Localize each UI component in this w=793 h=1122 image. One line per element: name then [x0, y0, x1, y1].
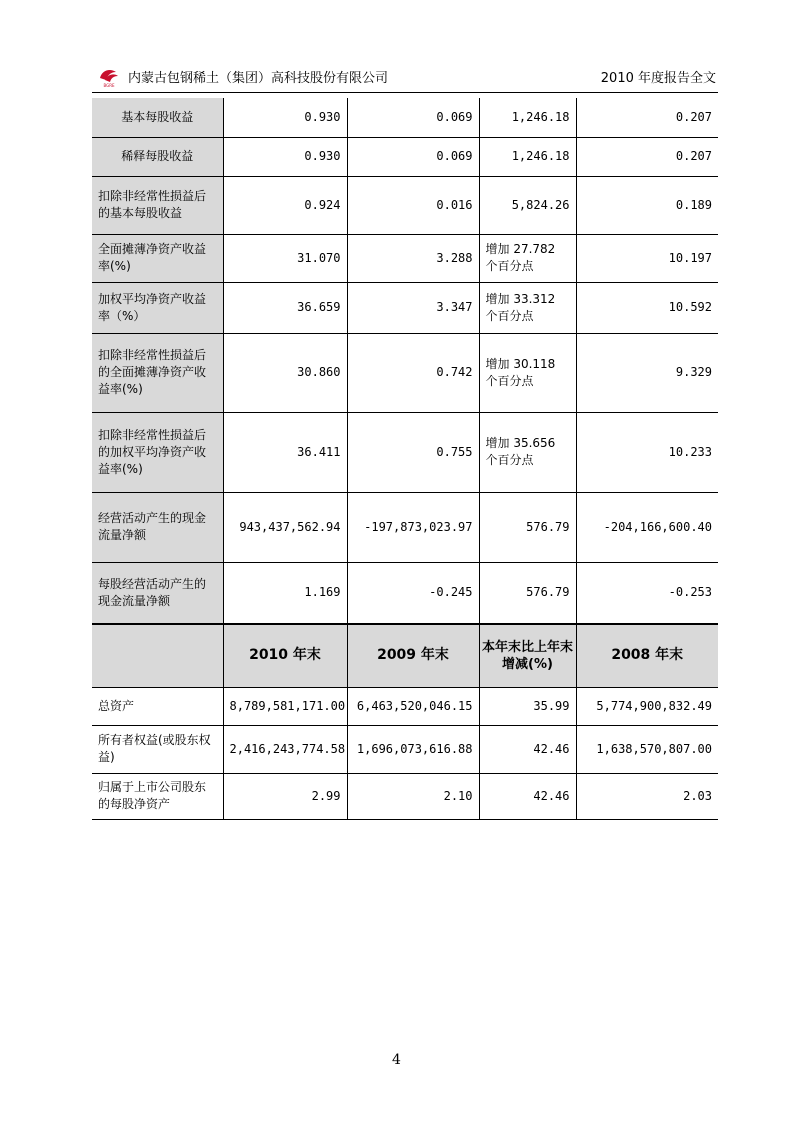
cell-2009: 0.069	[347, 137, 479, 176]
change-value: 增加 35.656	[485, 436, 556, 450]
cell-change: 5,824.26	[479, 176, 576, 234]
page-header	[92, 64, 718, 93]
cell-2010: 2.99	[223, 773, 347, 819]
cell-2008: 0.189	[576, 176, 718, 234]
change-unit: 个百分点	[485, 259, 534, 273]
cell-2010: 0.924	[223, 176, 347, 234]
cell-2008: 2.03	[576, 773, 718, 819]
table-row	[92, 137, 718, 176]
table-row	[92, 725, 718, 773]
cell-change: 1,246.18	[479, 137, 576, 176]
cell-change	[479, 333, 576, 412]
cell-change: 42.46	[479, 725, 576, 773]
change-unit: 个百分点	[485, 373, 534, 388]
cell-2008: -204,166,600.40	[576, 492, 718, 562]
header-change: 本年末比上年末增减(%)	[479, 624, 576, 687]
row-label: 加权平均净资产收益率（%）	[92, 282, 223, 333]
cell-2010: 0.930	[223, 137, 347, 176]
row-label: 总资产	[92, 687, 223, 725]
cell-change	[479, 412, 576, 492]
table-row	[92, 234, 718, 282]
row-label: 扣除非经常性损益后的加权平均净资产收益率(%)	[92, 412, 223, 492]
header-2009: 2009 年末	[347, 624, 479, 687]
table-row	[92, 176, 718, 234]
header-blank	[92, 624, 223, 687]
cell-2010: 30.860	[223, 333, 347, 412]
change-unit: 个百分点	[485, 308, 534, 323]
row-label: 经营活动产生的现金流量净额	[92, 492, 223, 562]
cell-2008: 0.207	[576, 137, 718, 176]
cell-2010: 2,416,243,774.58	[223, 725, 347, 773]
cell-2009: 1,696,073,616.88	[347, 725, 479, 773]
report-title: 2010 年度报告全文	[600, 71, 716, 86]
cell-2009: 6,463,520,046.15	[347, 687, 479, 725]
table-row	[92, 562, 718, 624]
cell-2010: 31.070	[223, 234, 347, 282]
cell-change	[479, 234, 576, 282]
row-label: 每股经营活动产生的现金流量净额	[92, 562, 223, 624]
row-label: 全面摊薄净资产收益率(%)	[92, 234, 223, 282]
change-unit: 个百分点	[485, 453, 534, 467]
section-header-row	[92, 624, 718, 687]
cell-2008: 9.329	[576, 333, 718, 412]
change-value: 增加 33.312	[485, 291, 556, 306]
table-row	[92, 333, 718, 412]
cell-2008: 1,638,570,807.00	[576, 725, 718, 773]
cell-2009: 0.016	[347, 176, 479, 234]
logo-text: BGRE	[103, 83, 115, 88]
table-row	[92, 773, 718, 819]
cell-2009: -0.245	[347, 562, 479, 624]
row-label: 扣除非经常性损益后的全面摊薄净资产收益率(%)	[92, 333, 223, 412]
header-2010: 2010 年末	[223, 624, 347, 687]
cell-2009: 2.10	[347, 773, 479, 819]
page-number: 4	[392, 1052, 401, 1068]
cell-2009: 3.347	[347, 282, 479, 333]
table-row	[92, 492, 718, 562]
cell-change: 42.46	[479, 773, 576, 819]
cell-2008: 10.233	[576, 412, 718, 492]
financial-indicators-table	[92, 98, 718, 820]
table-row	[92, 687, 718, 725]
cell-2010: 0.930	[223, 98, 347, 137]
table-row	[92, 412, 718, 492]
cell-2009: 3.288	[347, 234, 479, 282]
table-row	[92, 282, 718, 333]
cell-2010: 36.659	[223, 282, 347, 333]
cell-2008: 10.197	[576, 234, 718, 282]
row-label: 基本每股收益	[92, 98, 223, 137]
row-label: 所有者权益(或股东权益)	[92, 725, 223, 773]
cell-2009: 0.755	[347, 412, 479, 492]
row-label: 归属于上市公司股东的每股净资产	[92, 773, 223, 819]
header-2008: 2008 年末	[576, 624, 718, 687]
cell-2009: 0.742	[347, 333, 479, 412]
cell-2010: 1.169	[223, 562, 347, 624]
change-value: 增加 27.782	[485, 242, 556, 256]
company-logo-icon	[96, 66, 122, 88]
cell-2010: 8,789,581,171.00	[223, 687, 347, 725]
change-value: 增加 30.118	[485, 356, 556, 371]
table-row	[92, 98, 718, 137]
row-label: 稀释每股收益	[92, 137, 223, 176]
cell-2008: 10.592	[576, 282, 718, 333]
cell-2008: 0.207	[576, 98, 718, 137]
cell-2010: 36.411	[223, 412, 347, 492]
cell-2010: 943,437,562.94	[223, 492, 347, 562]
cell-change: 1,246.18	[479, 98, 576, 137]
cell-change	[479, 282, 576, 333]
company-name: 内蒙古包钢稀土（集团）高科技股份有限公司	[128, 71, 389, 86]
cell-2008: 5,774,900,832.49	[576, 687, 718, 725]
cell-change: 576.79	[479, 562, 576, 624]
cell-2009: -197,873,023.97	[347, 492, 479, 562]
cell-change: 576.79	[479, 492, 576, 562]
row-label: 扣除非经常性损益后的基本每股收益	[92, 176, 223, 234]
cell-2008: -0.253	[576, 562, 718, 624]
cell-change: 35.99	[479, 687, 576, 725]
cell-2009: 0.069	[347, 98, 479, 137]
